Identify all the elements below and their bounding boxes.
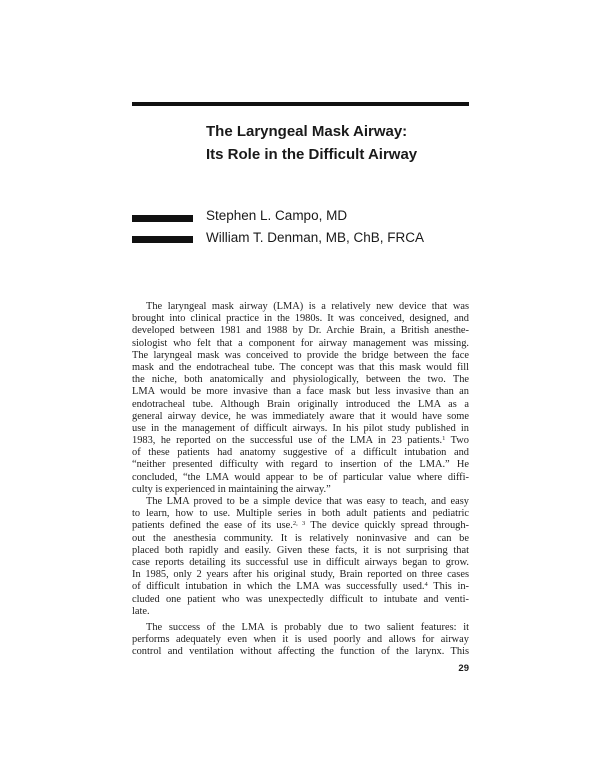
body-line: concluded, “the LMA would appear to be of particular value where diffi- bbox=[132, 471, 469, 483]
body-line: In 1985, only 2 years after his original study, Brain reported on three cases bbox=[132, 569, 469, 581]
author-bar-1 bbox=[132, 215, 193, 222]
body-line: cluded one patient who was unexpectedly difficult to intubate and venti- bbox=[132, 593, 469, 605]
citation-superscript: 2, 3 bbox=[292, 520, 306, 528]
body-line-citation bbox=[132, 581, 469, 593]
body-line: of these patients had anatomy suggestive of a difficult intubation and bbox=[132, 447, 469, 459]
body-line: siologist who felt that a component for airway management was missing. bbox=[132, 337, 469, 349]
body-line: endotracheal tube. Although Brain originally introduced the LMA as a bbox=[132, 398, 469, 410]
body-line-text: patients defined the ease of its use. bbox=[132, 520, 293, 532]
body-line: “neither presented difficulty with regard to insertion of the LMA.” He bbox=[132, 459, 469, 471]
page-number: 29 bbox=[458, 663, 469, 674]
body-line: the niche, both anatomically and physiologically, between the two. The bbox=[132, 374, 469, 386]
body-line-citation bbox=[132, 520, 469, 532]
body-line: The laryngeal mask airway (LMA) is a relatively new device that was bbox=[146, 301, 469, 312]
body-line: brought into clinical practice in the 1980s. It was conceived, designed, and bbox=[132, 313, 469, 325]
citation-superscript: 4 bbox=[424, 581, 428, 589]
title-line-1: The Laryngeal Mask Airway: bbox=[206, 123, 408, 140]
body-line: LMA would be more invasive than a face mask but less invasive than an bbox=[132, 386, 469, 398]
body-line: control and ventilation without affecting the function of the larynx. This bbox=[132, 646, 469, 658]
citation-superscript: 1 bbox=[442, 435, 446, 443]
body-line-citation bbox=[132, 435, 469, 447]
body-text bbox=[132, 301, 469, 658]
body-line: to learn, how to use. Multiple series in both adult patients and pediatric bbox=[132, 508, 469, 520]
body-line: culty is experienced in maintaining the airway.” bbox=[132, 483, 331, 495]
body-line: use in the management of difficult airways. In his pilot study published in bbox=[132, 422, 469, 434]
body-line-tail: The device quickly spread through- bbox=[305, 520, 470, 532]
body-line: general airway device, he was immediately aware that it would have some bbox=[132, 410, 469, 422]
author-bar-2 bbox=[132, 236, 193, 243]
title-line-2: Its Role in the Difficult Airway bbox=[206, 146, 418, 163]
body-line: case reports detailing its successful use in difficult airways began to grow. bbox=[132, 556, 469, 568]
body-line: The LMA proved to be a simple device that was easy to teach, and easy bbox=[146, 496, 469, 507]
body-line: The success of the LMA is probably due to two salient features: it bbox=[146, 621, 469, 633]
body-line-tail: Two bbox=[445, 435, 469, 447]
body-line: out the anesthesia community. It is relatively noninvasive and can be bbox=[132, 532, 469, 544]
body-line-tail: This in- bbox=[427, 581, 469, 593]
author-2: William T. Denman, MB, ChB, FRCA bbox=[206, 230, 425, 245]
article-title bbox=[206, 120, 506, 166]
author-1: Stephen L. Campo, MD bbox=[206, 208, 348, 223]
body-line: performs adequately even when it is used poorly and allows for airway bbox=[132, 634, 469, 646]
body-line: mask and the endotracheal tube. The concept was that this mask would fill bbox=[132, 361, 469, 373]
body-line-text: of difficult intubation in which the LMA was successfully used. bbox=[132, 581, 425, 593]
body-line-text: 1983, he reported on the successful use of the LMA in 23 patients. bbox=[132, 435, 443, 447]
body-line: late. bbox=[132, 605, 150, 617]
body-line: developed between 1981 and 1988 by Dr. Archie Brain, a British anesthe- bbox=[132, 325, 469, 337]
top-rule bbox=[132, 102, 469, 106]
body-line: placed both rapidly and easily. Given these facts, it is not surprising that bbox=[132, 544, 469, 556]
body-line: The laryngeal mask was conceived to provide the bridge between the face bbox=[132, 349, 469, 361]
